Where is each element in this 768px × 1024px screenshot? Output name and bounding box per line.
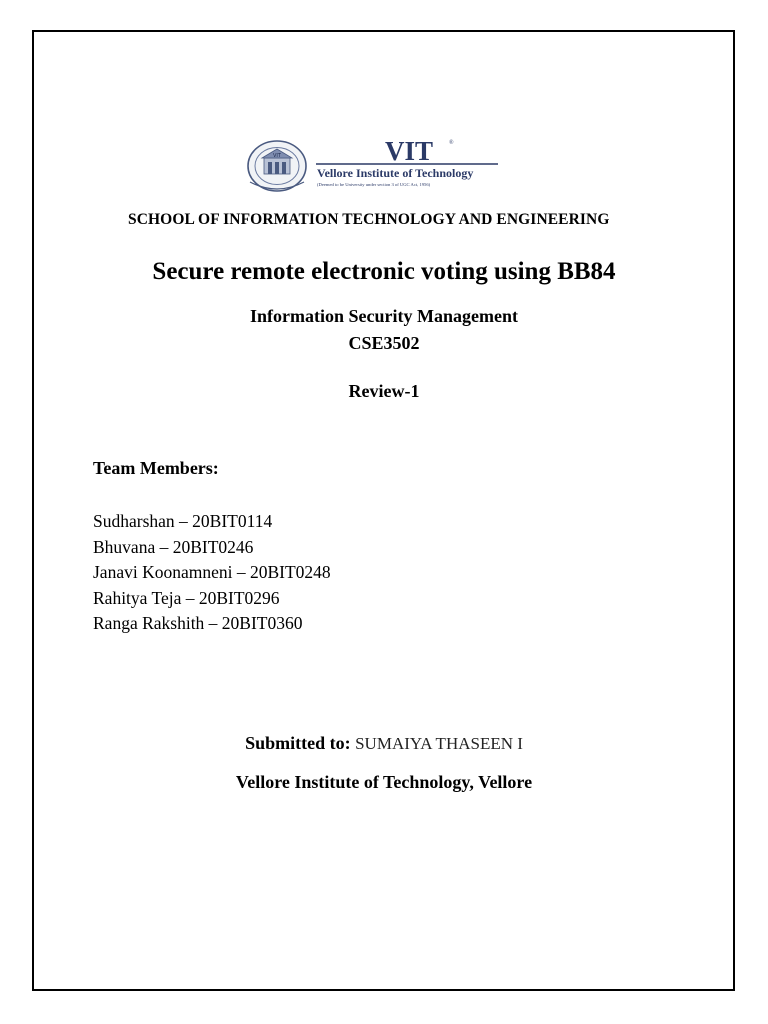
logo-short-name: VIT bbox=[384, 136, 434, 166]
team-member-list bbox=[93, 509, 331, 637]
document-title: Secure remote electronic voting using BB84 bbox=[152, 258, 616, 285]
school-name: SCHOOL OF INFORMATION TECHNOLOGY AND ENGINEERING bbox=[128, 211, 610, 228]
submitted-value: SUMAIYA THASEEN I bbox=[355, 734, 523, 753]
course-code: CSE3502 bbox=[348, 333, 420, 353]
seal-text: VIT bbox=[273, 153, 281, 159]
logo-tagline: (Deemed to be University under section 3 of UGC Act, 1956) bbox=[317, 182, 431, 187]
course-name: Information Security Management bbox=[250, 306, 518, 326]
team-member: Sudharshan – 20BIT0114 bbox=[93, 511, 273, 531]
team-member: Janavi Koonamneni – 20BIT0248 bbox=[93, 562, 331, 582]
team-member: Rahitya Teja – 20BIT0296 bbox=[93, 587, 280, 608]
logo-full-name: Vellore Institute of Technology bbox=[317, 166, 474, 180]
review-label: Review-1 bbox=[348, 381, 420, 401]
institute-name: Vellore Institute of Technology, Vellore bbox=[235, 772, 533, 792]
submitted-to bbox=[0, 733, 768, 754]
submitted-label: Submitted to: bbox=[245, 733, 351, 753]
team-member: Bhuvana – 20BIT0246 bbox=[93, 536, 254, 557]
team-heading: Team Members: bbox=[93, 458, 219, 478]
vit-logo bbox=[244, 136, 504, 196]
svg-text:®: ® bbox=[449, 140, 454, 146]
vit-logo-graphic bbox=[244, 136, 504, 196]
team-member: Ranga Rakshith – 20BIT0360 bbox=[93, 613, 303, 633]
